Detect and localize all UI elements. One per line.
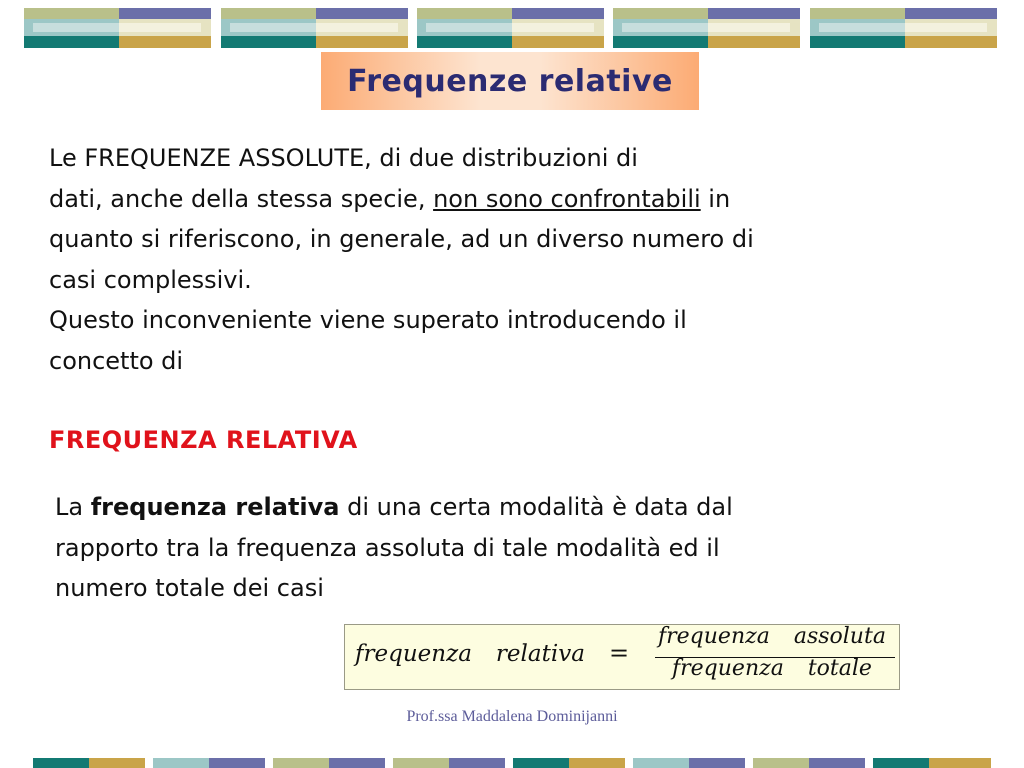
text-line: numero totale dei casi xyxy=(55,574,324,603)
footer-author: Prof.ssa Maddalena Dominijanni xyxy=(406,708,618,725)
formula-lhs xyxy=(355,641,585,667)
formula-word: totale xyxy=(807,656,872,681)
text-line: quanto si riferiscono, in generale, ad un diverso numero di xyxy=(49,225,754,254)
decorative-segment xyxy=(329,758,385,768)
underlined-phrase: non sono confrontabili xyxy=(433,184,701,213)
intro-paragraph xyxy=(49,138,989,382)
top-decorative-band xyxy=(24,8,1000,48)
decorative-tile xyxy=(613,8,800,48)
text-line xyxy=(55,487,995,528)
formula-word: frequenza xyxy=(658,624,770,649)
decorative-segment xyxy=(809,758,865,768)
decorative-segment xyxy=(513,758,569,768)
text-segment: in xyxy=(700,184,731,213)
slide-title-box xyxy=(321,52,699,110)
formula-box xyxy=(344,624,900,690)
bold-term: frequenza relativa xyxy=(90,493,340,521)
decorative-segment xyxy=(209,758,265,768)
text-segment: dati, anche della stessa specie, xyxy=(49,184,434,213)
decorative-segment xyxy=(689,758,745,768)
text-line: Le FREQUENZE ASSOLUTE, di due distribuzioni di xyxy=(49,144,638,172)
decorative-segment xyxy=(33,758,89,768)
text-line: casi complessivi. xyxy=(49,265,252,294)
decorative-tile xyxy=(221,8,408,48)
text-line: concetto di xyxy=(49,346,184,375)
decorative-segment xyxy=(929,758,991,768)
decorative-segment xyxy=(153,758,209,768)
decorative-segment xyxy=(89,758,145,768)
decorative-tile xyxy=(24,8,211,48)
text-line: Questo inconveniente viene superato introducendo il xyxy=(49,306,687,335)
formula-word: relativa xyxy=(495,641,585,667)
formula-word: frequenza xyxy=(672,656,784,681)
text-line: rapporto tra la frequenza assoluta di tale modalità ed il xyxy=(55,533,720,562)
decorative-segment xyxy=(633,758,689,768)
formula-equals: = xyxy=(609,639,630,667)
decorative-segment xyxy=(569,758,625,768)
decorative-tile xyxy=(417,8,604,48)
bottom-decorative-band xyxy=(33,758,991,768)
decorative-segment xyxy=(449,758,505,768)
formula-word: frequenza xyxy=(355,641,472,667)
formula-numerator xyxy=(658,624,886,649)
decorative-segment xyxy=(273,758,329,768)
decorative-segment xyxy=(873,758,929,768)
definition-paragraph xyxy=(55,487,995,609)
slide-title: Frequenze relative xyxy=(347,63,673,99)
decorative-segment xyxy=(753,758,809,768)
formula-word: assoluta xyxy=(793,624,886,649)
decorative-segment xyxy=(393,758,449,768)
section-heading: FREQUENZA RELATIVA xyxy=(49,426,358,454)
text-line xyxy=(49,179,989,220)
text-segment: La xyxy=(55,493,91,521)
decorative-tile xyxy=(810,8,997,48)
formula-denominator xyxy=(672,656,872,681)
text-segment: di una certa modalità è data dal xyxy=(339,493,733,521)
